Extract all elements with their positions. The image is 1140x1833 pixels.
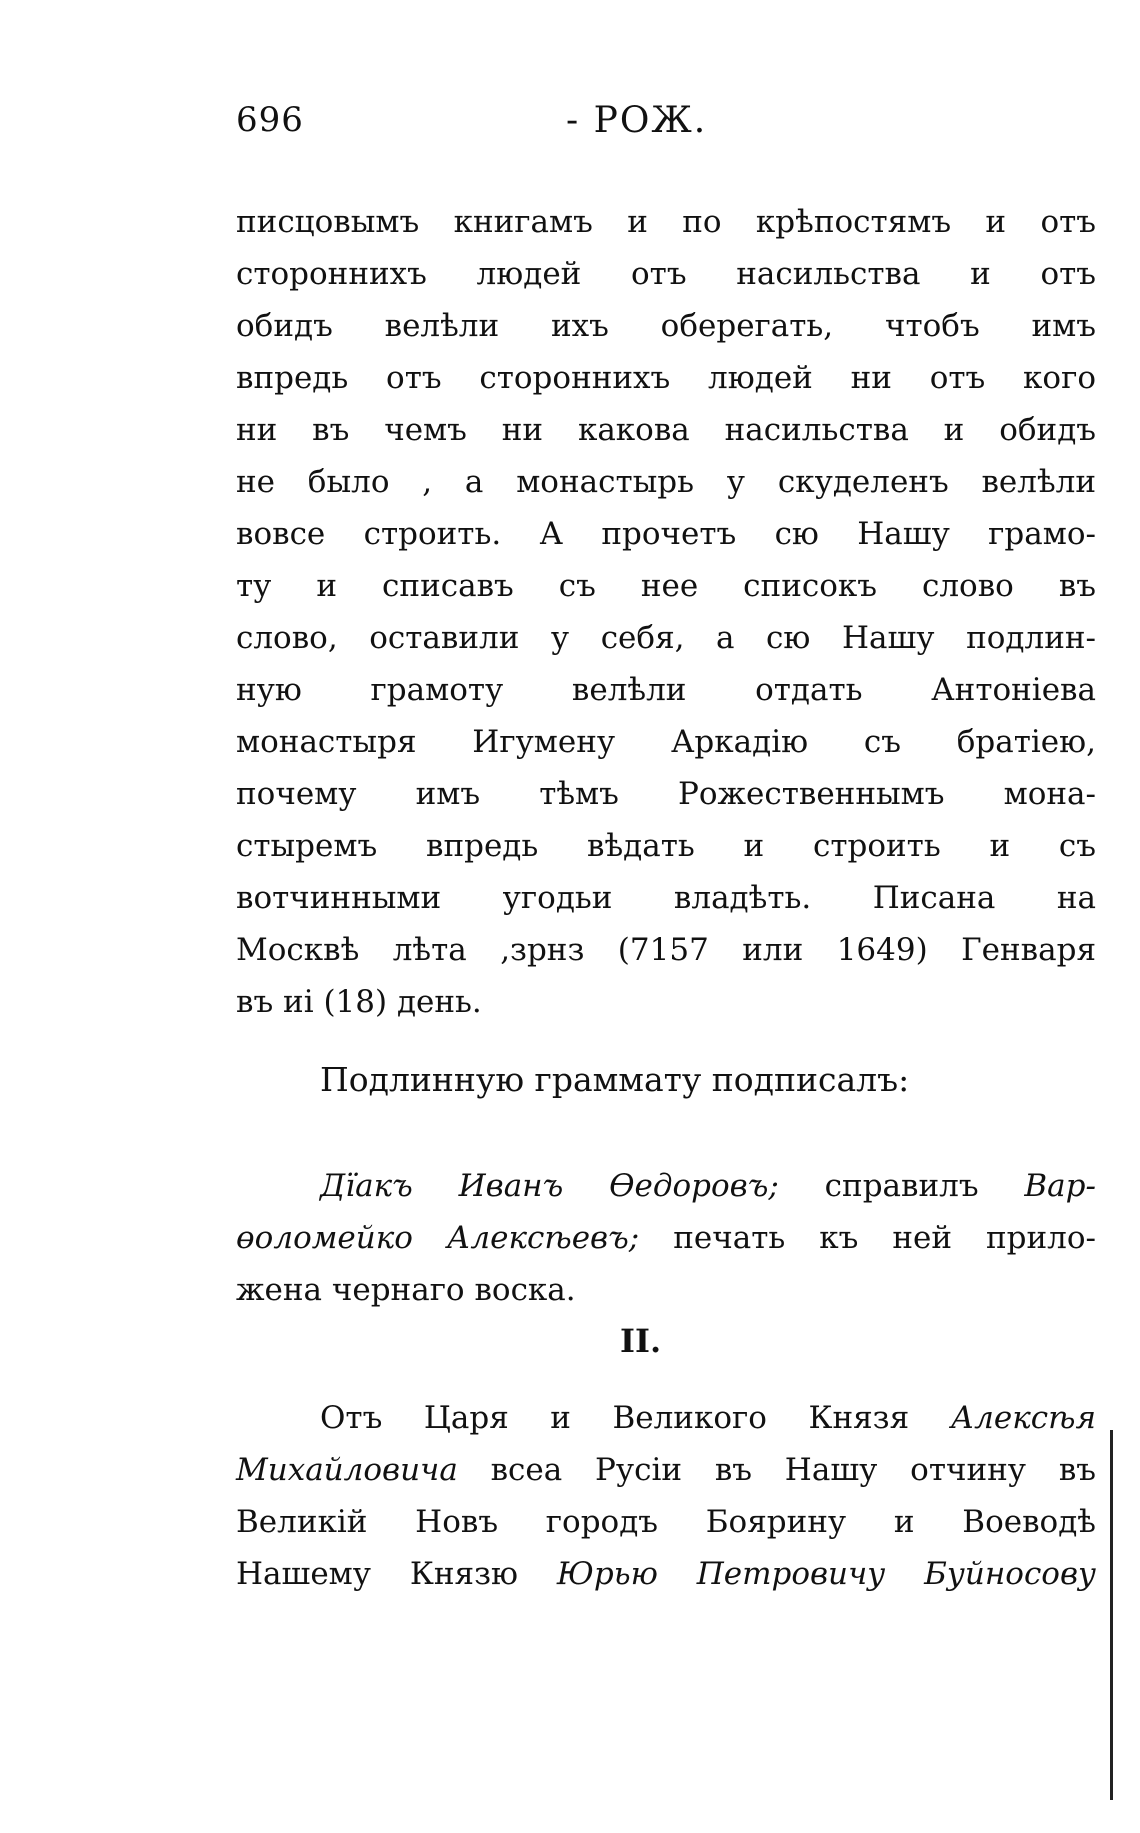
text-line: стороннихъ людей отъ насильства и отъ xyxy=(236,256,1096,292)
text-line: ни въ чемъ ни какова насильства и обидъ xyxy=(236,412,1096,448)
text-line: впредь отъ стороннихъ людей ни отъ кого xyxy=(236,360,1096,396)
signature-text: печать къ ней прило- xyxy=(639,1220,1096,1256)
personal-name: Юрью Петровичу Буйносову xyxy=(556,1556,1096,1592)
text-line: монастыря Игумену Аркадію съ братіею, xyxy=(236,724,1096,760)
text-segment: всеа Русіи въ Нашу отчину въ xyxy=(457,1452,1096,1488)
signature-heading: Подлинную граммату подписалъ: xyxy=(320,1060,910,1099)
page-number: 696 xyxy=(236,100,304,140)
text-line: Москвѣ лѣта ,зрнз (7157 или 1649) Генваря xyxy=(236,932,1096,968)
signature-name: өоломейко Алексѣевъ; xyxy=(236,1220,640,1256)
signature-text: жена чернаго воска. xyxy=(236,1272,576,1308)
text-line: ту и списавъ съ нее списокъ слово въ xyxy=(236,568,1096,604)
text-line: обидъ велѣли ихъ оберегать, чтобъ имъ xyxy=(236,308,1096,344)
signature-name: Дїакъ Иванъ Өедоровъ; xyxy=(320,1168,779,1204)
text-line: не было , а монастырь у скуделенъ велѣли xyxy=(236,464,1096,500)
text-line: ную грамоту велѣли отдать Антоніева xyxy=(236,672,1096,708)
text-segment: Отъ Царя и Великого Князя xyxy=(320,1400,951,1436)
text-segment: Нашему Князю xyxy=(236,1556,557,1592)
text-line: слово, оставили у себя, а сю Нашу подлин- xyxy=(236,620,1096,656)
second-text-block xyxy=(236,1392,1096,1600)
signature-line xyxy=(236,1160,1096,1212)
text-line xyxy=(236,1444,1096,1496)
signature-text: справилъ xyxy=(778,1168,1025,1204)
personal-name: Алексѣя xyxy=(950,1400,1096,1436)
personal-name: Михайловича xyxy=(236,1452,458,1488)
signature-block xyxy=(236,1160,1096,1316)
signature-line xyxy=(236,1264,1096,1316)
text-line: въ иі (18) день. xyxy=(236,984,482,1020)
page-header xyxy=(236,100,1096,160)
text-line xyxy=(236,1392,1096,1444)
text-line: почему имъ тѣмъ Рожественнымъ мона- xyxy=(236,776,1096,812)
main-text-block xyxy=(236,196,1096,1028)
text-line: вовсе строить. А прочетъ сю Нашу грамо- xyxy=(236,516,1096,552)
signature-name: Вар- xyxy=(1024,1168,1096,1204)
text-line xyxy=(236,1496,1096,1548)
page-edge-rule xyxy=(1110,1430,1113,1800)
text-segment: Великій Новъ городъ Боярину и Воеводѣ xyxy=(236,1504,1096,1540)
running-head: - РОЖ. xyxy=(566,100,708,141)
text-line: писцовымъ книгамъ и по крѣпостямъ и отъ xyxy=(236,204,1096,240)
text-line: стыремъ впредь вѣдать и строить и съ xyxy=(236,828,1096,864)
signature-line xyxy=(236,1212,1096,1264)
section-number: II. xyxy=(620,1322,662,1360)
text-line xyxy=(236,1548,1096,1600)
text-line: вотчинными угодьи владѣть. Писана на xyxy=(236,880,1096,916)
